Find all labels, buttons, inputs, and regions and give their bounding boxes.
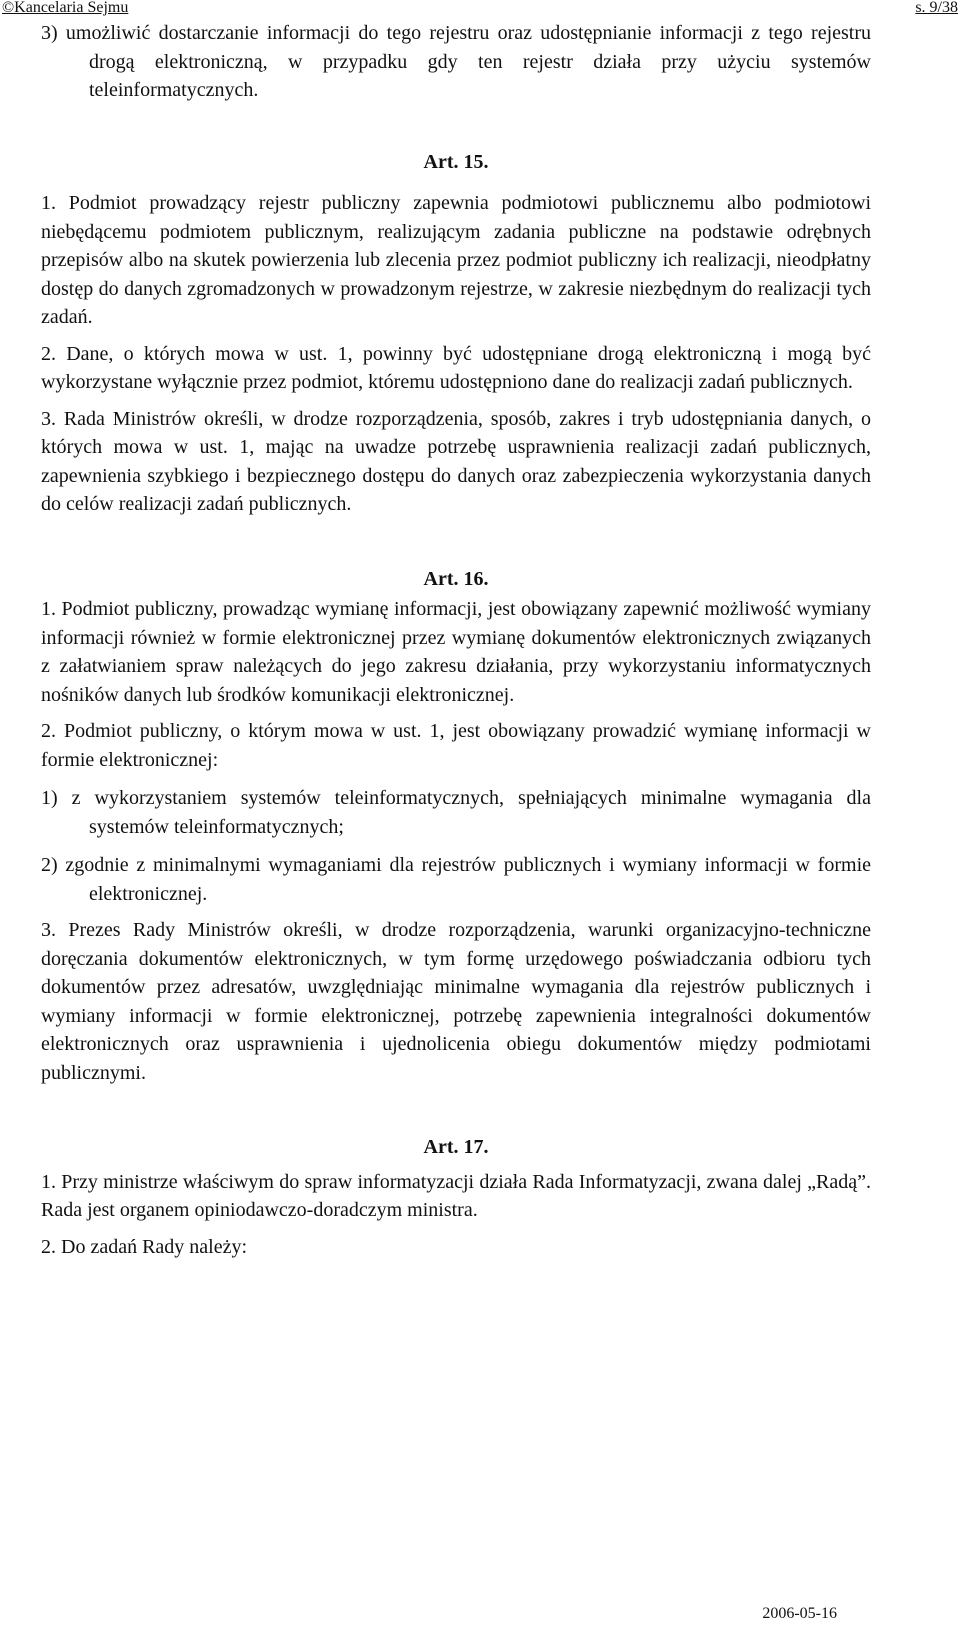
- document-body: [41, 19, 871, 1261]
- article-15-heading: Art. 15.: [423, 150, 489, 173]
- article-15-section-1: 1. Podmiot prowadzący rejestr publiczny zapewnia podmiotowi publicznemu albo podmiotowi niebędącemu podmiotem publicznym, realizującym zadania publiczne na podstawie odrębnych przepisów albo na skutek powierzenia lub zlecenia przez podmiot publiczny ich realizacji, nieodpłatny dostęp do danych zgromadzonych w prowadzonym rejestrze, w zakresie niezbędnym do realizacji tych zadań.: [41, 192, 871, 328]
- article-17-section-2: 2. Do zadań Rady należy:: [41, 1235, 248, 1258]
- page-header: [0, 0, 960, 20]
- page-number[interactable]: s. 9/38: [915, 0, 958, 16]
- paragraph-intro-point-3: 3) umożliwić dostarczanie informacji do tego rejestru oraz udostępnianie informacji z tego rejestru drogą elektroniczną, w przypadku gdy ten rejestr działa przy użyciu systemów teleinformatycznych.: [41, 22, 871, 101]
- article-17-heading: Art. 17.: [423, 1136, 489, 1158]
- publisher-link[interactable]: ©Kancelaria Sejmu: [2, 0, 129, 16]
- article-16-section-1: 1. Podmiot publiczny, prowadząc wymianę informacji, jest obowiązany zapewnić możliwość wymiany informacji również w formie elektronicznej przez wymianę dokumentów elektronicznych związanych z załatwianiem spraw należących do jego zakresu działania, przy wykorzystaniu informatycznych nośników danych lub środków komunikacji elektronicznej.: [41, 598, 871, 706]
- article-15-section-2: 2. Dane, o których mowa w ust. 1, powinny być udostępniane drogą elektroniczną i mogą być wykorzystane wyłącznie przez podmiot, któremu udostępniono dane do realizacji zadań publicznych.: [41, 342, 871, 393]
- article-16-section-2: 2. Podmiot publiczny, o którym mowa w ust. 1, jest obowiązany prowadzić wymianę informacji w formie elektronicznej:: [41, 720, 871, 771]
- article-16-heading: Art. 16.: [423, 567, 489, 590]
- article-16-section-2-point-2: 2) zgodnie z minimalnymi wymaganiami dla rejestrów publicznych i wymiany informacji w formie elektronicznej.: [41, 854, 871, 905]
- article-16-section-2-point-1: 1) z wykorzystaniem systemów teleinformatycznych, spełniających minimalne wymagania dla systemów teleinformatycznych;: [41, 787, 871, 838]
- footer-date: 2006-05-16: [762, 1605, 837, 1622]
- article-16-section-3: 3. Prezes Rady Ministrów określi, w drodze rozporządzenia, warunki organizacyjno-techniczne doręczania dokumentów elektronicznych, w tym formę urzędowego poświadczania odbioru tych dokumentów przez adresatów, uwzględniając minimalne wymagania dla rejestrów publicznych i wymiany informacji w formie elektronicznej, potrzebę zapewnienia integralności dokumentów elektronicznych oraz usprawnienia i ujednolicenia obiegu dokumentów między podmiotami publicznymi.: [41, 919, 871, 1084]
- article-15-section-3: 3. Rada Ministrów określi, w drodze rozporządzenia, sposób, zakres i tryb udostępniania danych, o których mowa w ust. 1, mając na uwadze potrzebę usprawnienia realizacji zadań publicznych, zapewnienia szybkiego i bezpiecznego dostępu do danych oraz zabezpieczenia wykorzystania danych do celów realizacji zadań publicznych.: [41, 407, 871, 515]
- article-17-section-1: 1. Przy ministrze właściwym do spraw informatyzacji działa Rada Informatyzacji, zwana dalej „Radą”. Rada jest organem opiniodawczo-doradczym ministra.: [41, 1170, 871, 1221]
